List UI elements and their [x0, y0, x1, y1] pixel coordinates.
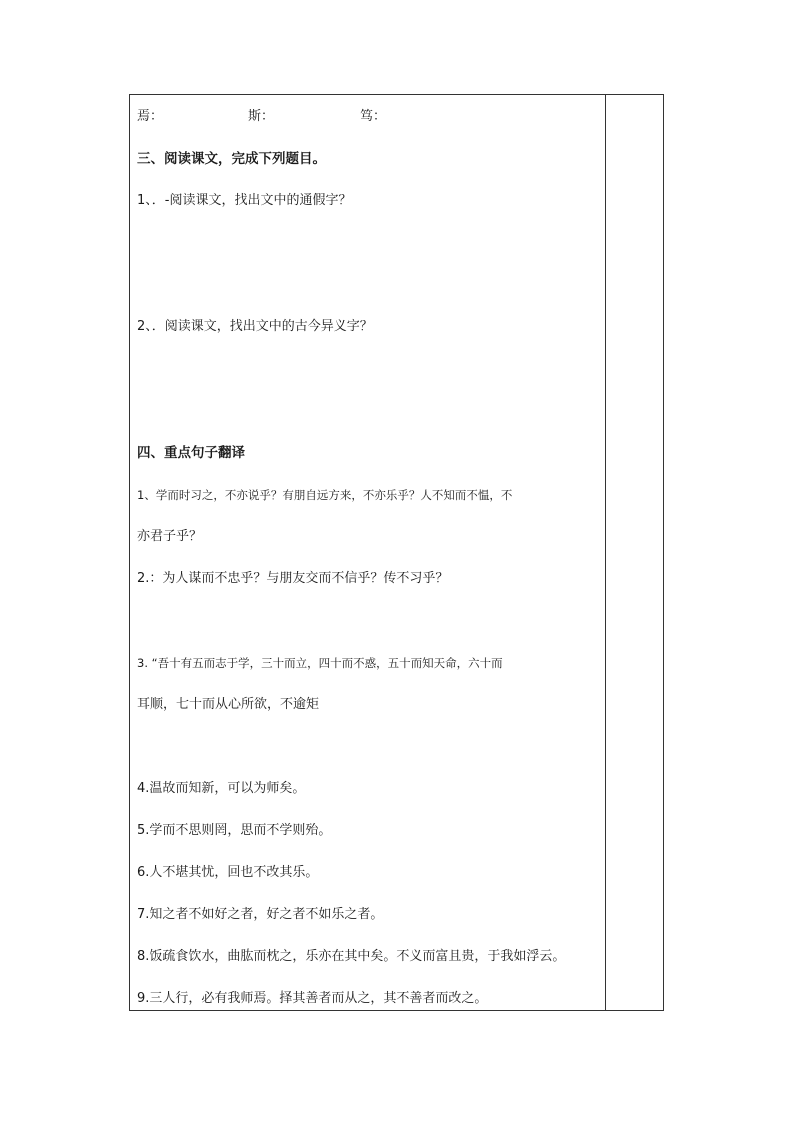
question-2: 2、．阅读课文，找出文中的古今异义字？ [137, 319, 373, 334]
vocab-si: 斯： [248, 109, 275, 124]
vocab-du: 笃： [360, 109, 387, 124]
question-1: 1、．-阅读课文，找出文中的通假字？ [137, 193, 352, 208]
section3-title: 三、阅读课文，完成下列题目。 [137, 151, 326, 167]
notes-column-divider [605, 95, 606, 1010]
sentence-1-line-2: 亦君子乎？ [137, 529, 203, 544]
sentence-1-line-1: 1、学而时习之，不亦说乎？有朋自远方来，不亦乐乎？人不知而不愠，不 [137, 488, 513, 502]
sentence-2: 2.：为人谋而不忠乎？与朋友交而不信乎？传不习乎？ [137, 571, 449, 586]
section4-title: 四、重点句子翻译 [137, 445, 245, 461]
sentence-3-line-1: 3. “吾十有五而志于学，三十而立，四十而不惑，五十而知天命，六十而 [137, 656, 503, 670]
sentence-7: 7.知之者不如好之者，好之者不如乐之者。 [137, 907, 384, 922]
sentence-8: 8.饭疏食饮水，曲肱而枕之，乐亦在其中矣。不义而富且贵，于我如浮云。 [137, 949, 566, 964]
sentence-3-line-2: 耳顺，七十而从心所欲，不逾矩 [137, 697, 320, 712]
sentence-6: 6.人不堪其忧，回也不改其乐。 [137, 865, 319, 880]
sentence-4: 4.温故而知新，可以为师矣。 [137, 781, 306, 796]
sentence-9: 9.三人行，必有我师焉。择其善者而从之，其不善者而改之。 [137, 991, 488, 1006]
sentence-5: 5.学而不思则罔，思而不学则殆。 [137, 823, 332, 838]
vocab-yan: 焉： [137, 109, 164, 124]
